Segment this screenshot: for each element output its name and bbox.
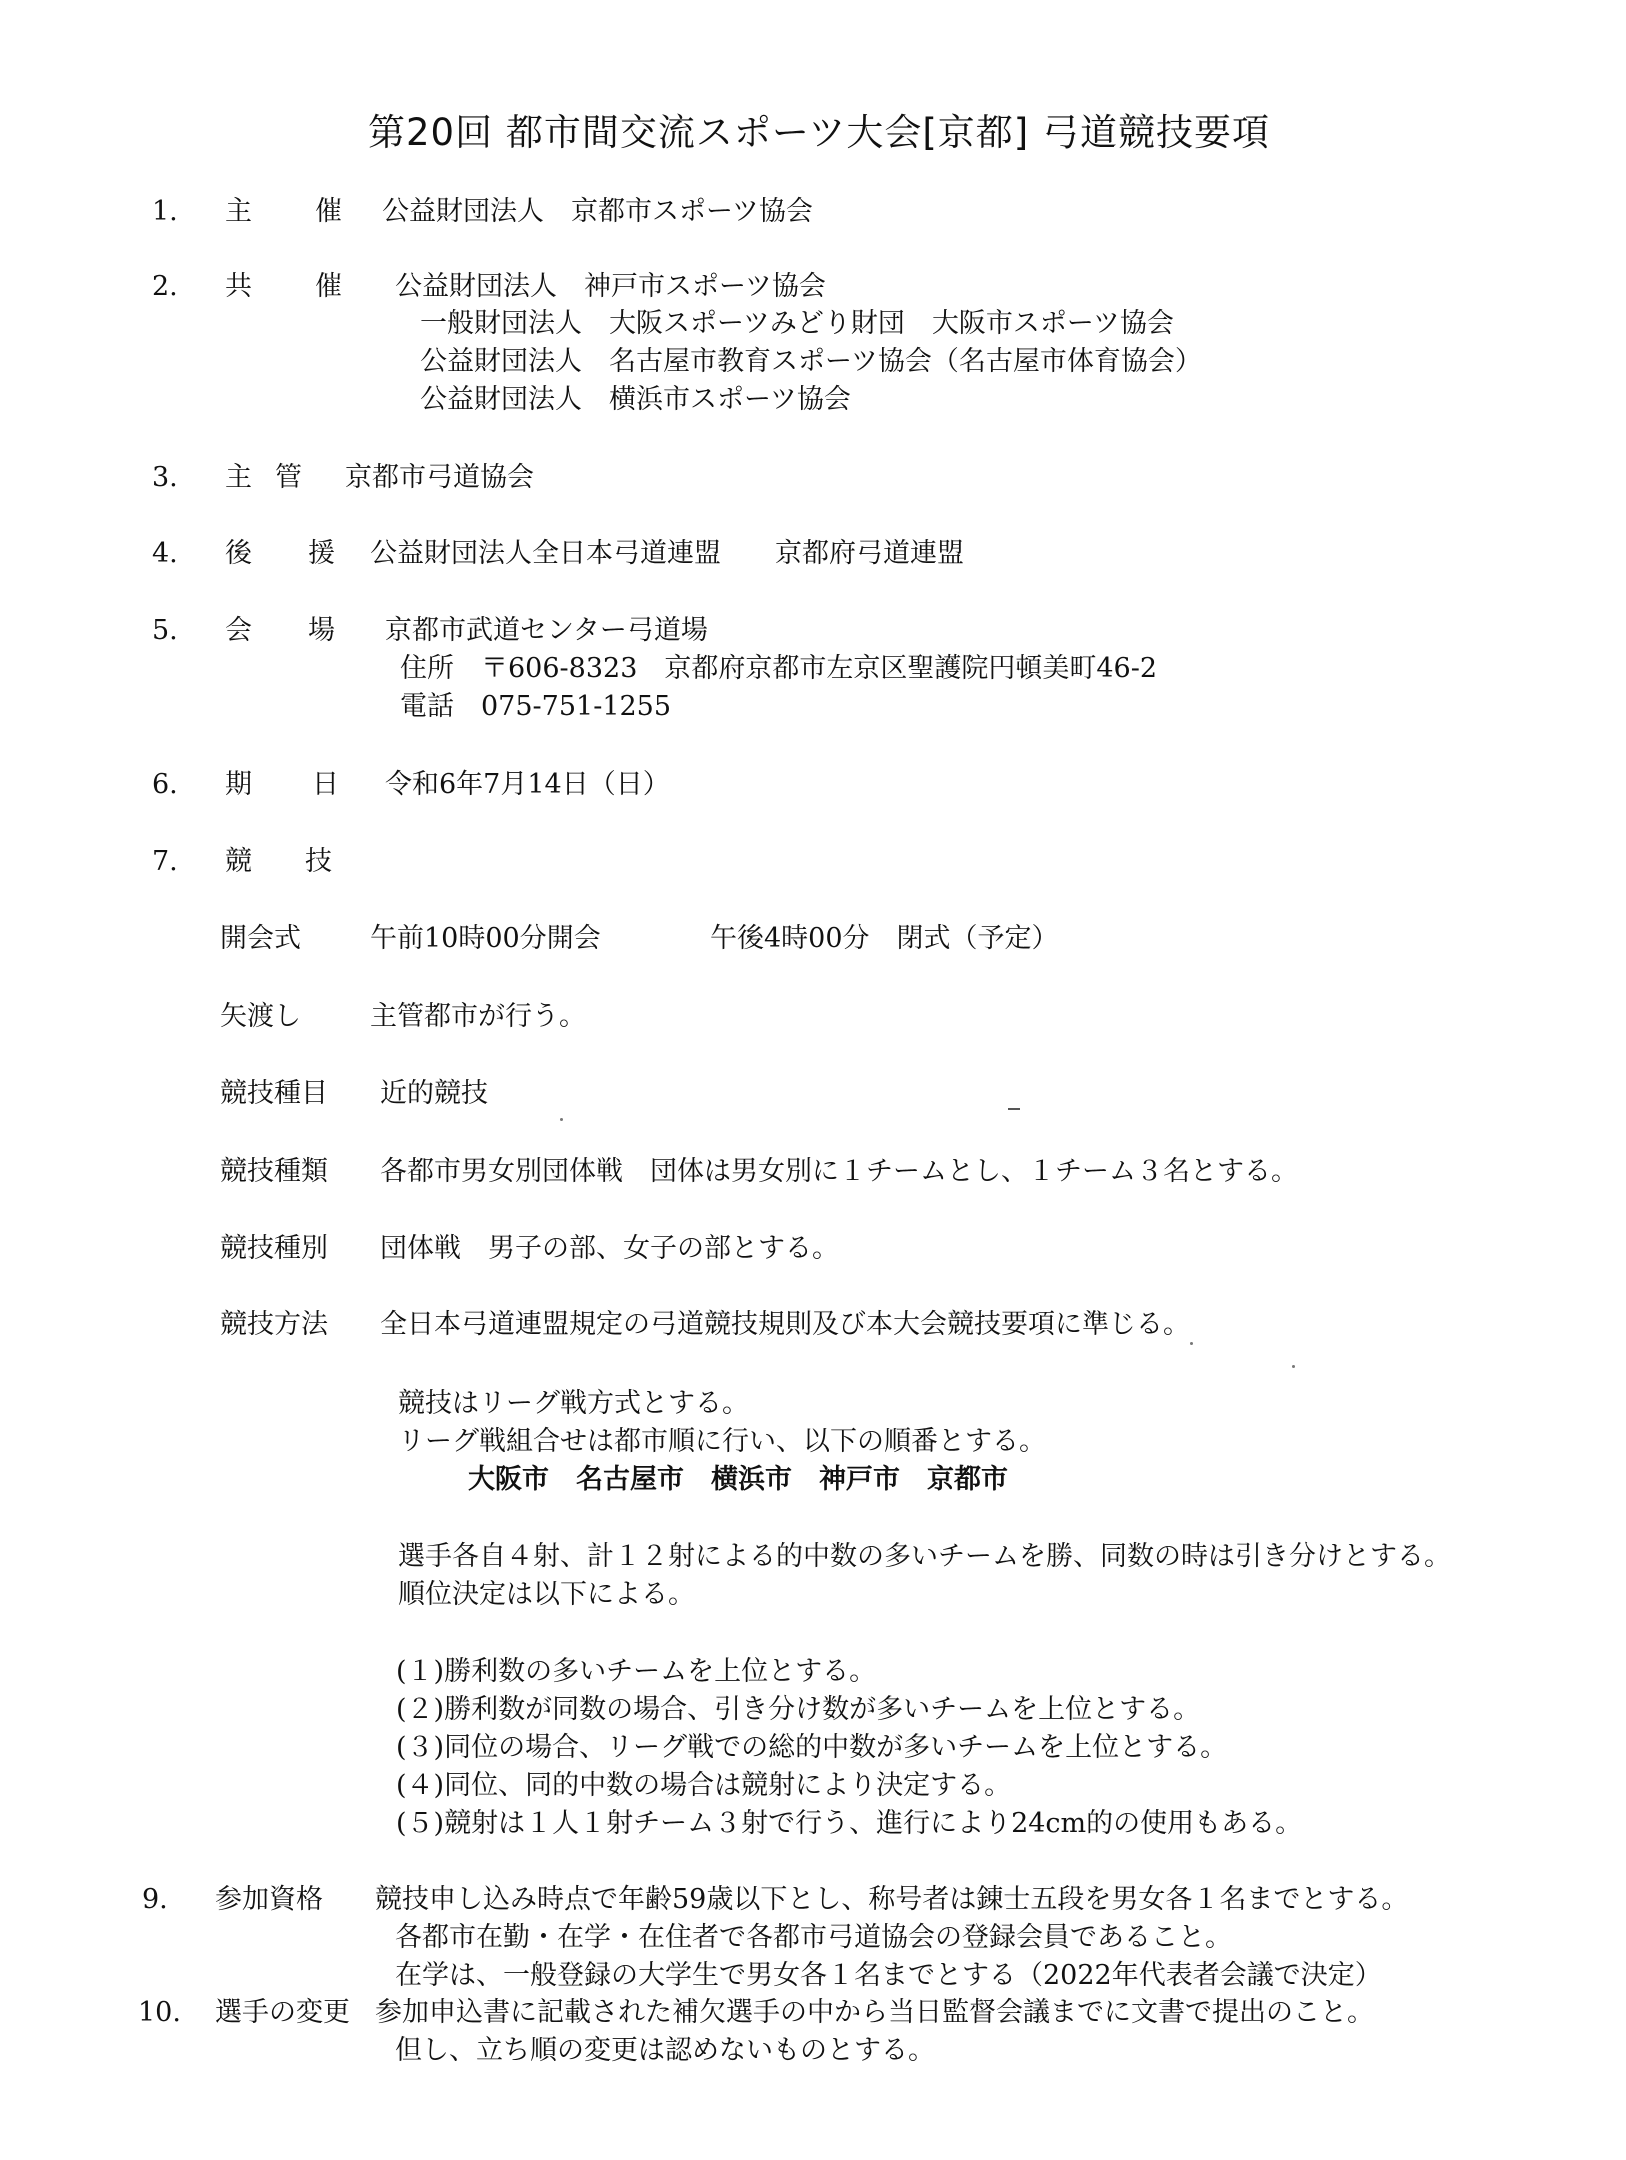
section-5-label-a: 会 bbox=[225, 615, 252, 646]
closing-value: 午後4時00分 閉式（予定） bbox=[710, 923, 1059, 954]
scan-speck bbox=[1190, 1342, 1193, 1345]
section-3-label-b: 管 bbox=[275, 462, 302, 493]
section-6-number: 6. bbox=[152, 769, 178, 800]
city-order: 大阪市 名古屋市 横浜市 神戸市 京都市 bbox=[468, 1464, 1008, 1495]
type-value: 各都市男女別団体戦 団体は男女別に１チームとし、１チーム３名とする。 bbox=[380, 1156, 1298, 1187]
scan-speck bbox=[560, 1118, 563, 1121]
method-label: 競技方法 bbox=[220, 1309, 328, 1340]
rule-item-2: (２)勝利数が同数の場合、引き分け数が多いチームを上位とする。 bbox=[396, 1694, 1201, 1725]
scoring-line-1: 選手各自４射、計１２射による的中数の多いチームを勝、同数の時は引き分けとする。 bbox=[398, 1541, 1451, 1572]
section-7-label-a: 競 bbox=[225, 846, 252, 877]
venue-address: 住所 〒606-8323 京都府京都市左京区聖護院円頓美町46-2 bbox=[400, 653, 1158, 684]
section-1-value: 公益財団法人 京都市スポーツ協会 bbox=[382, 196, 813, 227]
section-1-number: 1. bbox=[152, 196, 178, 227]
section-2-line-4: 公益財団法人 横浜市スポーツ協会 bbox=[420, 384, 851, 415]
scan-speck bbox=[1292, 1365, 1295, 1368]
document-title: 第20回 都市間交流スポーツ大会[京都] 弓道競技要項 bbox=[368, 111, 1270, 154]
section-7-number: 7. bbox=[152, 846, 178, 877]
event-label: 競技種目 bbox=[220, 1078, 328, 1109]
rule-item-1: (１)勝利数の多いチームを上位とする。 bbox=[396, 1656, 877, 1687]
section-2-line-2: 一般財団法人 大阪スポーツみどり財団 大阪市スポーツ協会 bbox=[420, 308, 1174, 339]
scan-mark bbox=[1008, 1108, 1020, 1110]
category-value: 団体戦 男子の部、女子の部とする。 bbox=[380, 1233, 839, 1264]
league-line-1: 競技はリーグ戦方式とする。 bbox=[398, 1388, 749, 1419]
section-5-number: 5. bbox=[152, 615, 178, 646]
section-1-label-b: 催 bbox=[315, 196, 342, 227]
section-9-label: 参加資格 bbox=[215, 1884, 323, 1915]
venue-phone: 電話 075-751-1255 bbox=[400, 691, 672, 722]
opening-label: 開会式 bbox=[220, 923, 301, 954]
section-3-number: 3. bbox=[152, 462, 178, 493]
section-2-label-a: 共 bbox=[225, 271, 252, 302]
section-5-label-b: 場 bbox=[308, 615, 335, 646]
section-4-number: 4. bbox=[152, 538, 178, 569]
section-3-label-a: 主 bbox=[225, 462, 252, 493]
section-10-label: 選手の変更 bbox=[215, 1997, 350, 2028]
yawatashi-value: 主管都市が行う。 bbox=[370, 1001, 586, 1032]
type-label: 競技種類 bbox=[220, 1156, 328, 1187]
section-10-number: 10. bbox=[138, 1997, 181, 2028]
section-3-value: 京都市弓道協会 bbox=[345, 462, 534, 493]
method-value: 全日本弓道連盟規定の弓道競技規則及び本大会競技要項に準じる。 bbox=[380, 1309, 1190, 1340]
section-6-label-b: 日 bbox=[312, 769, 339, 800]
rule-item-5: (５)競射は１人１射チーム３射で行う、進行により24cm的の使用もある。 bbox=[396, 1808, 1303, 1839]
section-9-number: 9. bbox=[142, 1884, 168, 1915]
category-label: 競技種別 bbox=[220, 1233, 328, 1264]
section-2-number: 2. bbox=[152, 271, 178, 302]
rule-item-3: (３)同位の場合、リーグ戦での総的中数が多いチームを上位とする。 bbox=[396, 1732, 1228, 1763]
substitution-line-1: 参加申込書に記載された補欠選手の中から当日監督会議までに文書で提出のこと。 bbox=[375, 1997, 1374, 2028]
eligibility-line-3: 在学は、一般登録の大学生で男女各１名までとする（2022年代表者会議で決定） bbox=[395, 1960, 1382, 1991]
event-value: 近的競技 bbox=[380, 1078, 488, 1109]
section-2-line-1: 公益財団法人 神戸市スポーツ協会 bbox=[395, 271, 826, 302]
yawatashi-label: 矢渡し bbox=[220, 1001, 301, 1032]
opening-value: 午前10時00分開会 bbox=[370, 923, 601, 954]
section-2-label-b: 催 bbox=[315, 271, 342, 302]
section-4-label-a: 後 bbox=[225, 538, 252, 569]
substitution-line-2: 但し、立ち順の変更は認めないものとする。 bbox=[395, 2035, 935, 2066]
section-2-line-3: 公益財団法人 名古屋市教育スポーツ協会（名古屋市体育協会） bbox=[420, 346, 1202, 377]
venue-name: 京都市武道センター弓道場 bbox=[385, 615, 708, 646]
eligibility-line-1: 競技申し込み時点で年齢59歳以下とし、称号者は錬士五段を男女各１名までとする。 bbox=[375, 1884, 1409, 1915]
section-6-label-a: 期 bbox=[225, 769, 252, 800]
section-7-label-b: 技 bbox=[305, 846, 332, 877]
section-1-label-a: 主 bbox=[225, 196, 252, 227]
league-line-2: リーグ戦組合せは都市順に行い、以下の順番とする。 bbox=[398, 1426, 1046, 1457]
scoring-line-2: 順位決定は以下による。 bbox=[398, 1579, 695, 1610]
section-4-value: 公益財団法人全日本弓道連盟 京都府弓道連盟 bbox=[370, 538, 964, 569]
eligibility-line-2: 各都市在勤・在学・在住者で各都市弓道協会の登録会員であること。 bbox=[395, 1922, 1232, 1953]
section-4-label-b: 援 bbox=[308, 538, 335, 569]
event-date: 令和6年7月14日（日） bbox=[385, 769, 670, 800]
rule-item-4: (４)同位、同的中数の場合は競射により決定する。 bbox=[396, 1770, 1012, 1801]
